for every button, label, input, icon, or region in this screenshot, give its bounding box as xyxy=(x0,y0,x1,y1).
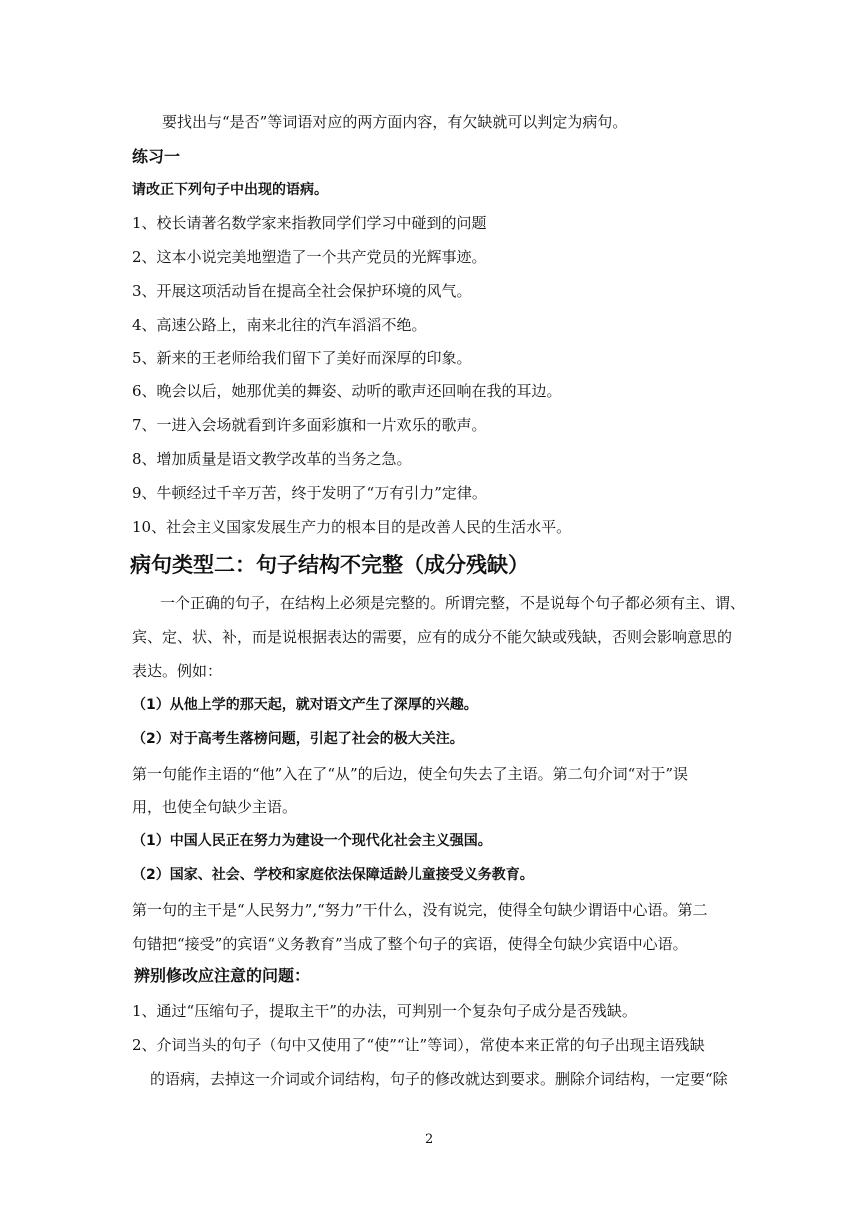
notes-heading: 辨别修改应注意的问题： xyxy=(134,966,311,985)
exercise-title: 练习一 xyxy=(132,147,181,166)
exercise-item: 10、社会主义国家发展生产力的根本目的是改善人民的生活水平。 xyxy=(132,518,572,536)
intro-line: 要找出与“是否”等词语对应的两方面内容，有欠缺就可以判定为病句。 xyxy=(162,113,628,131)
exercise-item: 2、这本小说完美地塑造了一个共产党员的光辉事迹。 xyxy=(132,248,487,266)
exercise-item: 7、一进入会场就看到许多面彩旗和一片欢乐的歌声。 xyxy=(132,416,487,434)
explanation-line: 用，也使全句缺少主语。 xyxy=(132,798,298,816)
notes-item-continuation: 的语病，去掉这一介词或介词结构，句子的修改就达到要求。删除介词结构，一定要“除 xyxy=(150,1070,728,1088)
explanation-line: 第一句的主干是“人民努力”,“努力”干什么，没有说完，使得全句缺少谓语中心语。第二 xyxy=(132,901,708,919)
example-sentence: （1）从他上学的那天起，就对语文产生了深厚的兴趣。 xyxy=(132,697,478,713)
paragraph-line: 表达。例如： xyxy=(132,662,223,680)
exercise-item: 8、增加质量是语文教学改革的当务之急。 xyxy=(132,450,412,468)
example-sentence: （2）对于高考生落榜问题，引起了社会的极大关注。 xyxy=(132,731,464,747)
exercise-item: 1、校长请著名数学家来指教同学们学习中碰到的问题 xyxy=(132,214,487,232)
explanation-line: 第一句能作主语的“他”入在了“从”的后边，使全句失去了主语。第二句介词“对于”误 xyxy=(132,765,689,783)
page-number: 2 xyxy=(425,1132,434,1147)
paragraph-line: 宾、定、状、补，而是说根据表达的需要，应有的成分不能欠缺或残缺，否则会影响意思的 xyxy=(132,628,733,646)
explanation-line: 句错把“接受”的宾语“义务教育”当成了整个句子的宾语，使得全句缺少宾语中心语。 xyxy=(132,935,688,953)
notes-item: 1、通过“压缩句子，提取主干”的办法，可判别一个复杂句子成分是否残缺。 xyxy=(132,1002,637,1020)
example-sentence: （1）中国人民正在努力为建设一个现代化社会主义强国。 xyxy=(132,833,492,849)
exercise-item: 9、牛顿经过千辛万苦，终于发明了“万有引力”定律。 xyxy=(132,484,487,502)
paragraph-line: 一个正确的句子，在结构上必须是完整的。所谓完整，不是说每个句子都必须有主、谓、 xyxy=(160,594,746,612)
example-sentence: （2）国家、社会、学校和家庭依法保障适龄儿童接受义务教育。 xyxy=(132,867,534,883)
exercise-item: 4、高速公路上，南来北往的汽车滔滔不绝。 xyxy=(132,316,427,334)
notes-item: 2、介词当头的句子（句中又使用了“使”“让”等词），常使本来正常的句子出现主语残缺 xyxy=(132,1036,705,1054)
exercise-item: 3、开展这项活动旨在提高全社会保护环境的风气。 xyxy=(132,282,472,300)
exercise-item: 5、新来的王老师给我们留下了美好而深厚的印象。 xyxy=(132,349,472,367)
exercise-item: 6、晚会以后，她那优美的舞姿、动听的歌声还回响在我的耳边。 xyxy=(132,382,562,400)
section-heading: 病句类型二：句子结构不完整（成分残缺） xyxy=(130,553,529,577)
exercise-instruction: 请改正下列句子中出现的语病。 xyxy=(132,182,328,198)
